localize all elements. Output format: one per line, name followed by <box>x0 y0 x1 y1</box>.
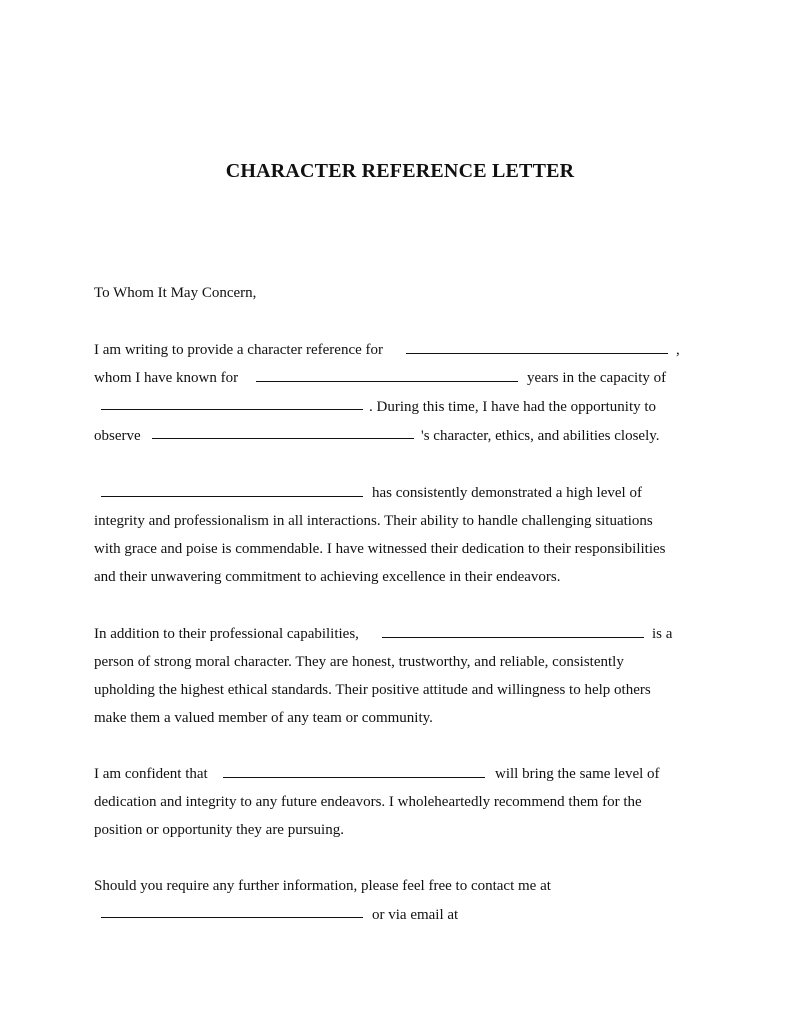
p1-line1-text: I am writing to provide a character reference for <box>94 342 384 358</box>
p1-line4-text: observe <box>94 428 141 444</box>
p4-line3: position or opportunity they are pursuing. <box>94 822 344 838</box>
p1-line2-text: whom I have known for <box>94 370 239 386</box>
p3-line4: make them a valued member of any team or community. <box>94 710 433 726</box>
p3-line3: upholding the highest ethical standards. Their positive attitude and willingness to help others <box>94 682 651 698</box>
observed-name-blank[interactable] <box>152 419 414 439</box>
phone-blank[interactable] <box>101 898 363 918</box>
moral-character-name-blank[interactable] <box>382 618 644 638</box>
p2-line3: with grace and poise is commendable. I have witnessed their dedication to their responsibilities <box>94 541 666 557</box>
salutation: To Whom It May Concern, <box>94 285 257 301</box>
p1-line2-end: years in the capacity of <box>527 370 667 386</box>
p5-line1: Should you require any further information, please feel free to contact me at <box>94 878 551 894</box>
p4-line1-text: I am confident that <box>94 766 208 782</box>
p5-line2-end: or via email at <box>372 907 459 923</box>
candidate-name-blank[interactable] <box>406 334 668 354</box>
p3-line1-end: is a <box>652 626 673 642</box>
confident-name-blank[interactable] <box>223 758 485 778</box>
document-title: CHARACTER REFERENCE LETTER <box>225 160 575 182</box>
p2-line1-end: has consistently demonstrated a high level of <box>372 485 642 501</box>
p1-line4-end: 's character, ethics, and abilities closely. <box>421 428 660 444</box>
p2-line2: integrity and professionalism in all interactions. Their ability to handle challenging situations <box>94 513 653 529</box>
capacity-blank[interactable] <box>101 390 363 410</box>
p4-line1-end: will bring the same level of <box>495 766 660 782</box>
years-known-blank[interactable] <box>256 362 518 382</box>
demonstrated-name-blank[interactable] <box>101 477 363 497</box>
p3-line1-text: In addition to their professional capabilities, <box>94 626 359 642</box>
p1-line3-end: . During this time, I have had the opportunity to <box>369 399 657 415</box>
p4-line2: dedication and integrity to any future endeavors. I wholeheartedly recommend them for the <box>94 794 642 810</box>
p1-line1-end: , <box>676 342 680 358</box>
p2-line4: and their unwavering commitment to achieving excellence in their endeavors. <box>94 569 561 585</box>
p3-line2: person of strong moral character. They are honest, trustworthy, and reliable, consistently <box>94 654 624 670</box>
